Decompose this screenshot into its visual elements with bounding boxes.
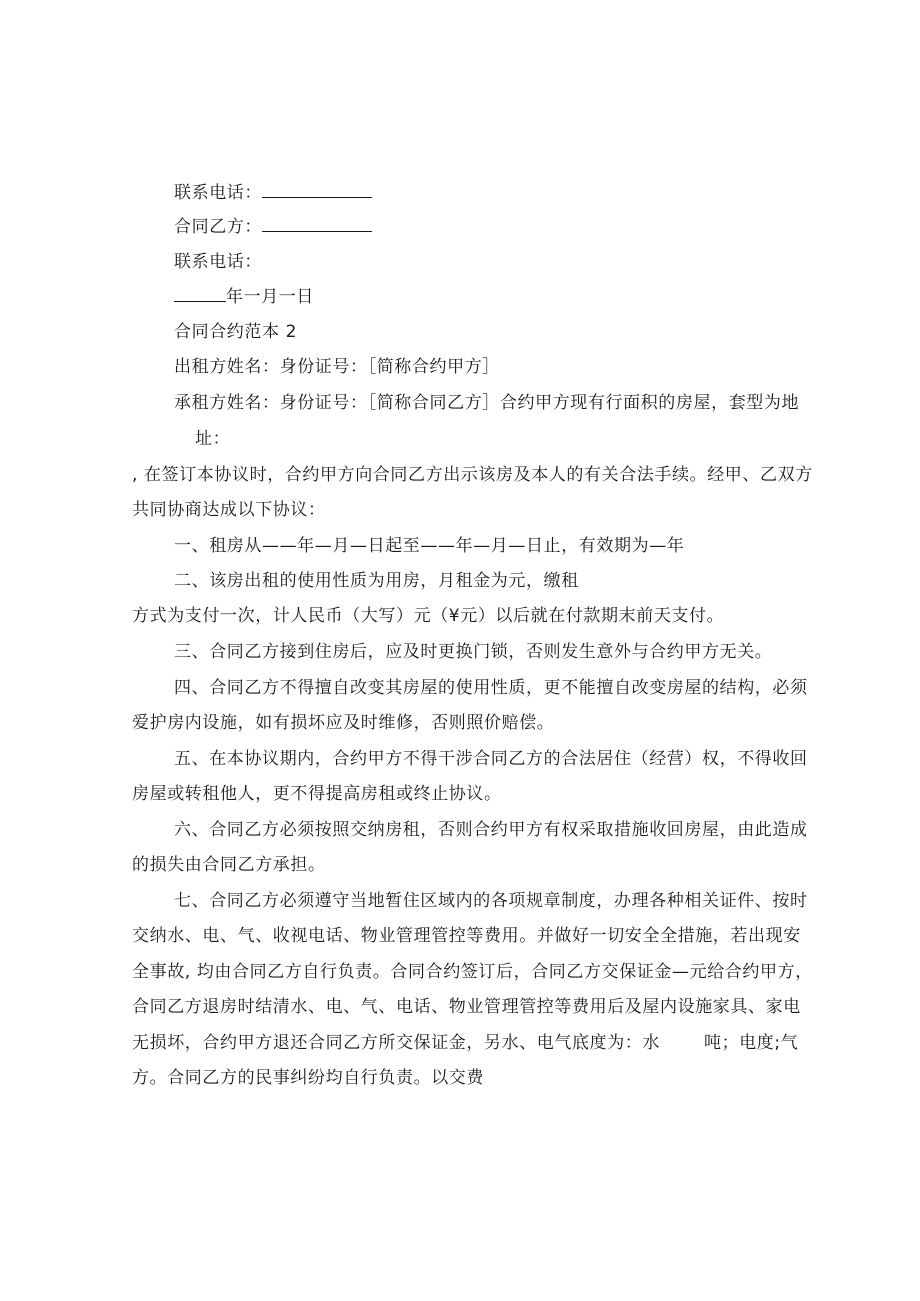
party-b-field [174,216,372,238]
phone-blank-1 [262,182,372,198]
clause-4-line-1: 四、合同乙方不得擅自改变其房屋的使用性质，更不能擅自改变房屋的结构，必须 [174,678,808,698]
intro-line-2: 共同协商达成以下协议： [132,500,326,520]
clause-4-line-2: 爱护房内设施，如有损坏应及时维修，否则照价赔偿。 [132,713,555,733]
date-field [174,286,314,308]
clause-1: 一、租房从——年—月—日起至——年—月—日止，有效期为—年 [174,536,685,556]
clause-7-line-6: 方。合同乙方的民事纠纷均自行负责。以交费 [132,1068,484,1088]
clause-2-line-1: 二、该房出租的使用性质为用房，月租金为元，缴租 [174,571,579,591]
clause-7-line-5-end: 吨；电度;气 [704,1033,799,1053]
clause-5-line-2: 房屋或转租他人，更不得提高房租或终止协议。 [132,784,502,804]
clause-7-line-1: 七、合同乙方必须遵守当地暂住区域内的各项规章制度，办理各种相关证件、按时 [174,891,808,911]
phone-field-2 [174,251,262,273]
clause-3: 三、合同乙方接到住房后，应及时更换门锁，否则发生意外与合约甲方无关。 [174,642,773,662]
date-suffix: 年一月一日 [226,287,314,307]
year-blank [174,286,226,302]
address-line: 址： [195,429,231,449]
contract-title: 合同合约范本 2 [174,322,298,342]
party-b-blank [262,216,372,232]
phone-label-2: 联系电话： [174,252,262,272]
party-b-label: 合同乙方： [174,217,262,237]
clause-7-line-5-start: 无损坏，合约甲方退还合同乙方所交保证金，另水、电气底度为：水 [132,1033,660,1053]
clause-7-line-3: 全事故, 均由合同乙方自行负责。合同合约签订后，合同乙方交保证金—元给合约甲方， [132,962,813,982]
intro-line-1: , 在签订本协议时，合约甲方向合同乙方出示该房及本人的有关合法手续。经甲、乙双方 [132,465,813,485]
clause-7-line-4: 合同乙方退房时结清水、电、气、电话、物业管理管控等费用后及屋内设施家具、家电 [132,997,801,1017]
clause-7-line-5 [132,1032,798,1054]
clause-2-line-2: 方式为支付一次，计人民币（大写）元（¥元）以后就在付款期末前天支付。 [132,606,725,626]
phone-field-1 [174,182,372,204]
lessor-line: 出租方姓名：身份证号：［简称合约甲方］ [174,357,500,377]
clause-6-line-1: 六、合同乙方必须按照交纳房租，否则合约甲方有权采取措施收回房屋，由此造成 [174,820,808,840]
clause-5-line-1: 五、在本协议期内，合约甲方不得干涉合同乙方的合法居住（经营）权，不得收回 [174,749,808,769]
phone-label-1: 联系电话： [174,183,262,203]
lessee-line: 承租方姓名：身份证号：［简称合同乙方］合约甲方现有行面积的房屋，套型为地 [174,393,800,413]
clause-7-line-2: 交纳水、电、气、收视电话、物业管理管控等费用。并做好一切安全全措施，若出现安 [132,926,801,946]
clause-6-line-2: 的损失由合同乙方承担。 [132,855,326,875]
